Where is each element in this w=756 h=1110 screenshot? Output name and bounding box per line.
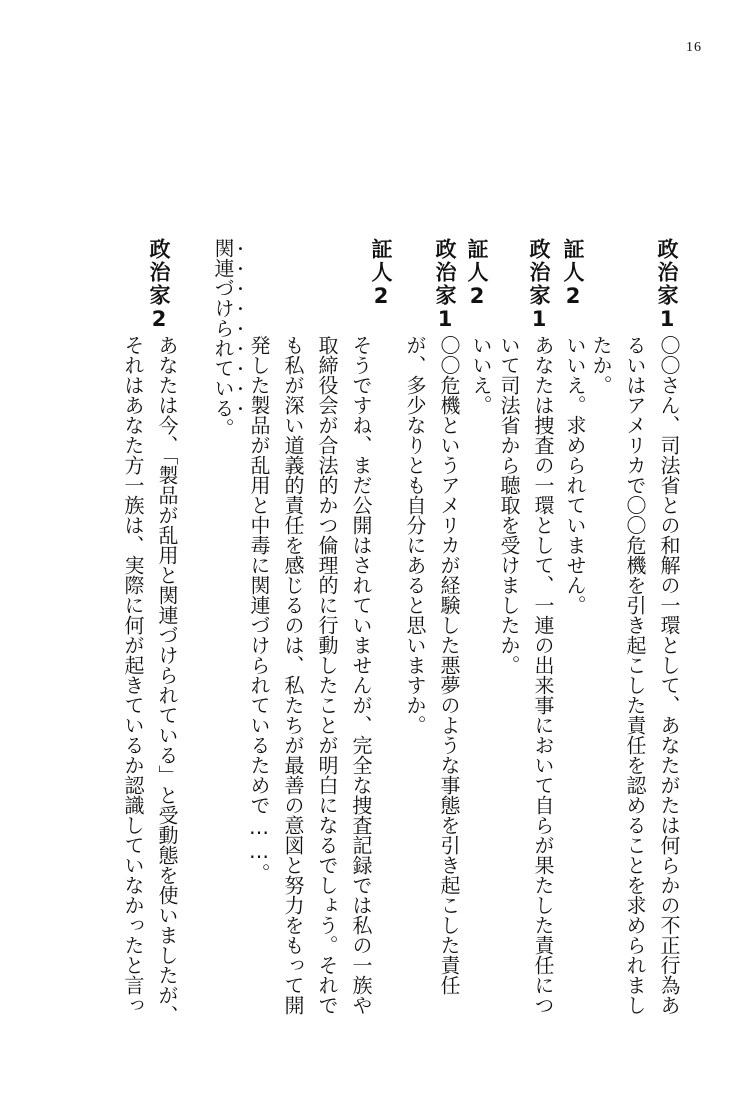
interjection-text: 関連づけられている。 (211, 238, 235, 438)
speaker-label: 政治家2 (147, 238, 171, 333)
speaker-label: 政治家1 (433, 238, 457, 333)
dialogue-text: 〇〇さん、司法省との和解の一環として、あなたがたは何らかの不正行為あるいはアメリカで〇〇危機を引き起こした責任を認めることを求められましたか。 (589, 335, 681, 1015)
dialogue-text: いいえ。求められていません。 (563, 335, 587, 615)
dialogue-text: そうですね、まだ公開はされていませんが、完全な捜査記録では私の一族や取締役会が合法的かつ倫理的に行動したことが明白になるでしょう。それでも私が深い道義的責任を感じるのは、私たちが最善の意図と努力をもって開発した製品が乱用と中毒に関連づけられているためで……。 (247, 335, 373, 1015)
dialogue-text: あなたは今、「製品が乱用と関連づけられている」と受動態を使いましたが、それはあなた方一族は、実際に何が起きているか認識していなかったと言っ (121, 335, 179, 1025)
speaker-label: 政治家1 (655, 238, 679, 333)
dialogue-text: あなたは捜査の一環として、一連の出来事において自らが果たした責任について司法省から聴取を受けましたか。 (497, 335, 555, 1015)
page-number: 16 (686, 40, 702, 55)
speaker-label: 証人2 (561, 238, 585, 310)
dialogue-text: 〇〇危機というアメリカが経験した悪夢のような事態を引き起こした責任が、多少なりとも自分にあると思いますか。 (403, 335, 461, 995)
speaker-label: 証人2 (369, 238, 393, 310)
speaker-label: 証人2 (465, 238, 489, 310)
dialogue-text: いいえ。 (469, 335, 493, 415)
speaker-label: 政治家1 (527, 238, 551, 333)
